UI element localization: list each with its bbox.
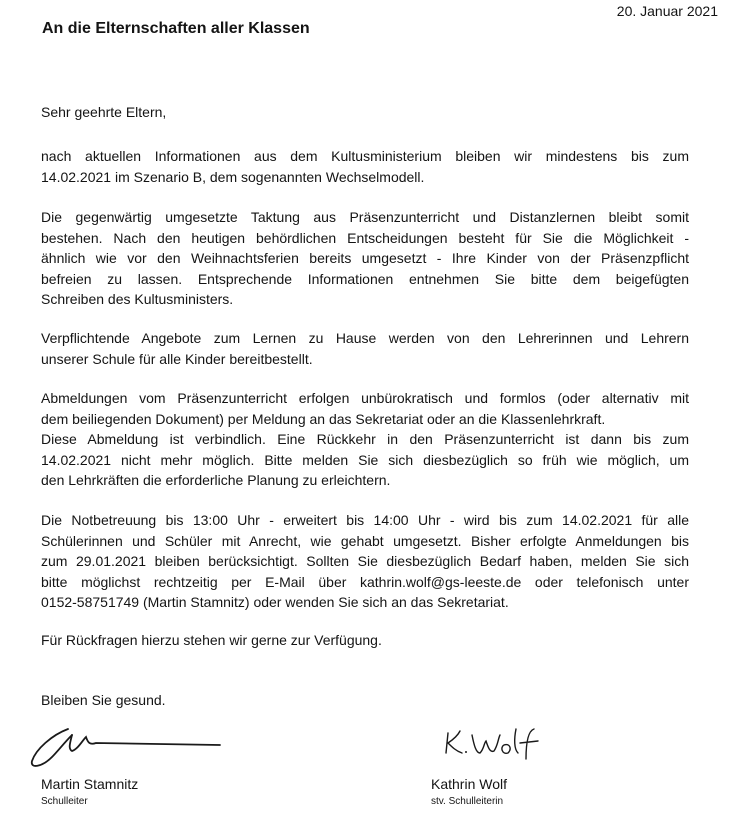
paragraph-line: bestehen. Nach den heutigen behördlichen Entscheidungen besteht für Sie die Möglichkeit - [41, 229, 689, 246]
paragraph-line: 0152-58751749 (Martin Stamnitz) oder wenden Sie sich an das Sekretariat. [41, 594, 509, 610]
paragraph-line: 14.02.2021 im Szenario B, dem sogenannten Wechselmodell. [41, 168, 425, 185]
paragraph-line: den Lehrkräften die erforderliche Planung zu erleichtern. [41, 472, 391, 488]
paragraph-line: Diese Abmeldung ist verbindlich. Eine Rückkehr in den Präsenzunterricht ist dann bis zum [41, 431, 689, 447]
paragraph-line: Schreiben des Kultusministers. [41, 291, 234, 307]
paragraph-line: nach aktuellen Informationen aus dem Kultusministerium bleiben wir mindestens bis zum [41, 148, 689, 164]
closing: Bleiben Sie gesund. [41, 692, 166, 708]
paragraph-line: Verpflichtende Angebote zum Lernen zu Hause werden von den Lehrerinnen und Lehrern [41, 330, 689, 346]
signatory-role: stv. Schulleiterin [431, 796, 504, 807]
letter-date: 20. Januar 2021 [616, 3, 718, 19]
paragraph-home-learning [41, 328, 689, 369]
paragraph-line: ähnlich wie vor den Weihnachtsferien bereits umgesetzt - Ihre Kinder von der Präsenzpflicht [41, 250, 689, 266]
salutation: Sehr geehrte Eltern, [41, 104, 167, 120]
signatory-stamnitz [41, 776, 138, 807]
signatory-wolf [431, 776, 507, 807]
paragraph-line: unserer Schule für alle Kinder bereitbestellt. [41, 350, 313, 367]
paragraph-line: 14.02.2021 nicht mehr möglich. Bitte melden Sie sich diesbezüglich so früh wie möglich, um [41, 451, 689, 468]
paragraph-scenario [41, 146, 689, 187]
paragraph-line: Die gegenwärtig umgesetzte Taktung aus Präsenzunterricht und Distanzlernen bleibt somit [41, 209, 689, 225]
paragraph-line: Abmeldungen vom Präsenzunterricht erfolgen unbürokratisch und formlos (oder alternativ mit [41, 390, 689, 406]
signature-wolf [438, 725, 548, 763]
paragraph-schedule [41, 207, 689, 310]
signatory-name: Kathrin Wolf [431, 776, 507, 792]
paragraph-line: zum 29.01.2021 bleiben berücksichtigt. Sollten Sie diesbezüglich Bedarf haben, melden Sie sich [41, 553, 689, 569]
paragraph-line: dem beiliegenden Dokument) per Meldung an das Sekretariat oder an die Klassenlehrkraft. [41, 410, 606, 427]
signatory-name: Martin Stamnitz [41, 776, 139, 792]
paragraph-deregistration [41, 388, 689, 491]
paragraph-questions: Für Rückfragen hierzu stehen wir gerne zur Verfügung. [41, 632, 382, 648]
signature-stamnitz [20, 715, 230, 775]
paragraph-line: Die Notbetreuung bis 13:00 Uhr - erweitert bis 14:00 Uhr - wird bis zum 14.02.2021 für alle [41, 512, 689, 528]
paragraph-line: bitte möglichst rechtzeitig per E-Mail über kathrin.wolf@gs-leeste.de oder telefonisch unter [41, 573, 689, 590]
signatory-role: Schulleiter [41, 796, 88, 807]
paragraph-line: befreien zu lassen. Entsprechende Informationen entnehmen Sie bitte dem beigefügten [41, 270, 689, 287]
letter-heading: An die Elternschaften aller Klassen [42, 20, 310, 37]
paragraph-line: Schülerinnen und Schüler mit Anrecht, wie gehabt umgesetzt. Bisher erfolgte Anmeldungen bis [41, 532, 689, 549]
paragraph-emergency-care [41, 510, 689, 613]
